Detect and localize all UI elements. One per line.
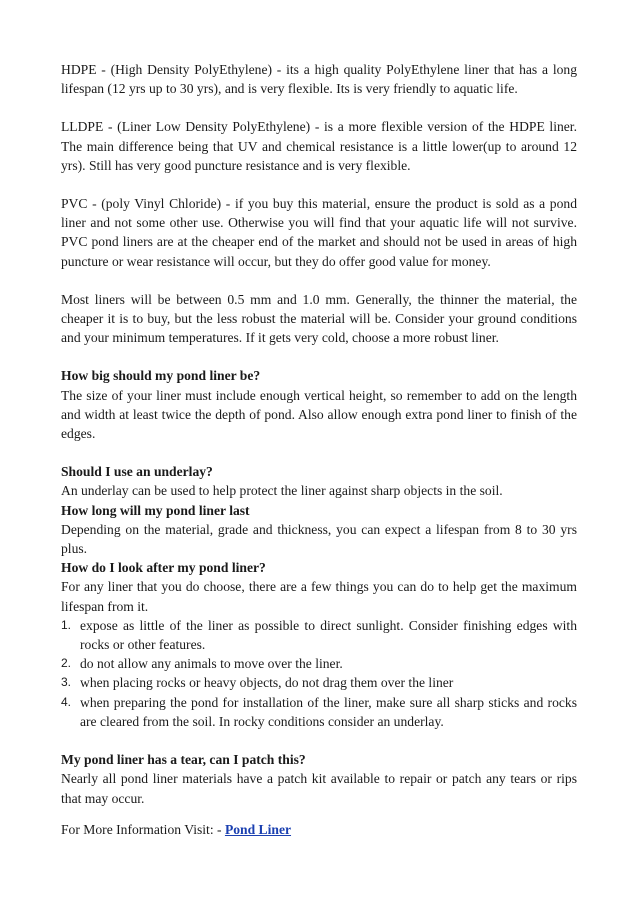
list-item-text: when placing rocks or heavy objects, do not drag them over the liner (80, 675, 454, 691)
footer (61, 820, 577, 839)
size-heading: How big should my pond liner be? (61, 368, 261, 384)
pvc-paragraph: PVC - (poly Vinyl Chloride) - if you buy this material, ensure the product is sold as a pond liner and not some other use. Otherwise you will find that your aquatic life will not survive. PVC pond liners are at the cheaper end of the market and should not be used in areas of high puncture or wear resistance will occur, but they do offer good value for money. (61, 196, 577, 269)
lifespan-body: Depending on the material, grade and thickness, you can expect a lifespan from 8 to 30 yrs plus. (61, 521, 577, 557)
underlay-body: An underlay can be used to help protect the liner against sharp objects in the soil. (61, 483, 503, 499)
document-body (61, 60, 577, 808)
lifespan-heading: How long will my pond liner last (61, 502, 250, 518)
tear-heading: My pond liner has a tear, can I patch this? (61, 752, 306, 768)
underlay-heading: Should I use an underlay? (61, 464, 213, 480)
list-number: 1. (61, 617, 72, 632)
footer-prefix: For More Information Visit: - (61, 822, 225, 837)
hdpe-paragraph: HDPE - (High Density PolyEthylene) - its a high quality PolyEthylene liner that has a long lifespan (12 yrs up to 30 yrs), and is very flexible. Its is very friendly to aquatic life. (61, 62, 577, 97)
list-number: 4. (61, 694, 72, 709)
tear-body: Nearly all pond liner materials have a patch kit available to repair or patch any tears or rips that may occur. (61, 771, 577, 806)
care-body: For any liner that you do choose, there are a few things you can do to help get the maximum lifespan from it. (61, 579, 577, 614)
list-item (61, 673, 577, 692)
list-item-text: do not allow any animals to move over the liner. (80, 656, 343, 672)
list-number: 2. (61, 656, 72, 671)
list-item (61, 616, 577, 654)
list-item-text: expose as little of the liner as possible to direct sunlight. Consider finishing edges with rocks or other features. (80, 617, 577, 653)
list-item-text: when preparing the pond for installation of the liner, make sure all sharp sticks and rocks are cleared from the soil. In rocky conditions consider an underlay. (80, 694, 577, 729)
list-item (61, 693, 577, 731)
list-item (61, 654, 577, 673)
care-heading: How do I look after my pond liner? (61, 560, 266, 576)
lldpe-paragraph: LLDPE - (Liner Low Density PolyEthylene) - is a more flexible version of the HDPE liner. The main difference being that UV and chemical resistance is a little lower(up to around 12 yrs). Still has very good puncture resistance and is very flexible. (61, 119, 577, 173)
size-body: The size of your liner must include enough vertical height, so remember to add on the length and width at least twice the depth of pond. Also allow enough extra pond liner to finish of the edges. (61, 387, 577, 442)
pond-liner-link[interactable]: Pond Liner (224, 822, 292, 837)
list-number: 3. (61, 675, 72, 690)
thickness-paragraph: Most liners will be between 0.5 mm and 1.0 mm. Generally, the thinner the material, the cheaper it is to buy, but the less robust the material will be. Consider your ground conditions and your minimum temperatures. If it gets very cold, choose a more robust liner. (61, 291, 577, 346)
care-list (61, 616, 577, 731)
